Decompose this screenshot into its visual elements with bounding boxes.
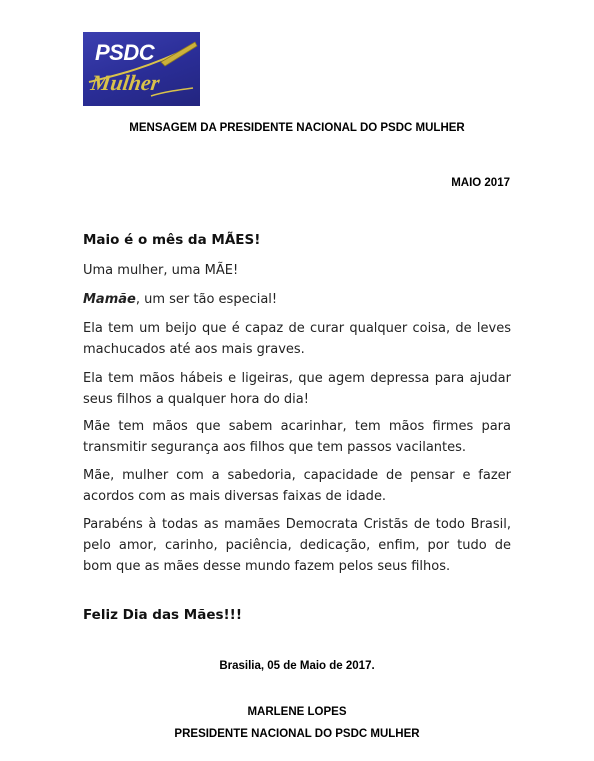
logo-mulher-text: Mulher xyxy=(89,70,162,95)
paragraph-2 xyxy=(83,289,511,310)
message-heading: Maio é o mês da MÃES! xyxy=(83,232,261,248)
paragraph-5: Mãe tem mãos que sabem acarinhar, tem mãos firmes para transmitir segurança aos filhos que tem passos vacilantes. xyxy=(83,419,511,455)
document-date: MAIO 2017 xyxy=(451,177,510,189)
logo-psdc-text: PSDC xyxy=(95,40,155,65)
paragraph-1: Uma mulher, uma MÃE! xyxy=(83,263,239,278)
paragraph-7: Parabéns à todas as mamães Democrata Cristãs de todo Brasil, pelo amor, carinho, paciência, dedicação, enfim, por tudo de bom que as mães desse mundo fazem pelos seus filhos. xyxy=(83,517,511,574)
paragraph-2-bold: Mamãe xyxy=(83,292,136,307)
psdc-mulher-logo xyxy=(83,32,200,106)
paragraph-6: Mãe, mulher com a sabedoria, capacidade de pensar e fazer acordos com as mais diversas faixas de idade. xyxy=(83,468,511,504)
paragraph-3: Ela tem um beijo que é capaz de curar qualquer coisa, de leves machucados até aos mais graves. xyxy=(83,321,511,357)
signatory-role: PRESIDENTE NACIONAL DO PSDC MULHER xyxy=(174,728,420,740)
document-title: MENSAGEM DA PRESIDENTE NACIONAL DO PSDC MULHER xyxy=(129,122,465,134)
place-date: Brasilia, 05 de Maio de 2017. xyxy=(219,660,375,672)
signatory-name: MARLENE LOPES xyxy=(247,706,347,718)
closing-greeting: Feliz Dia das Mães!!! xyxy=(83,607,243,623)
paragraph-4: Ela tem mãos hábeis e ligeiras, que agem depressa para ajudar seus filhos a qualquer hora do dia! xyxy=(83,371,511,407)
paragraph-2-rest: , um ser tão especial! xyxy=(135,292,278,307)
